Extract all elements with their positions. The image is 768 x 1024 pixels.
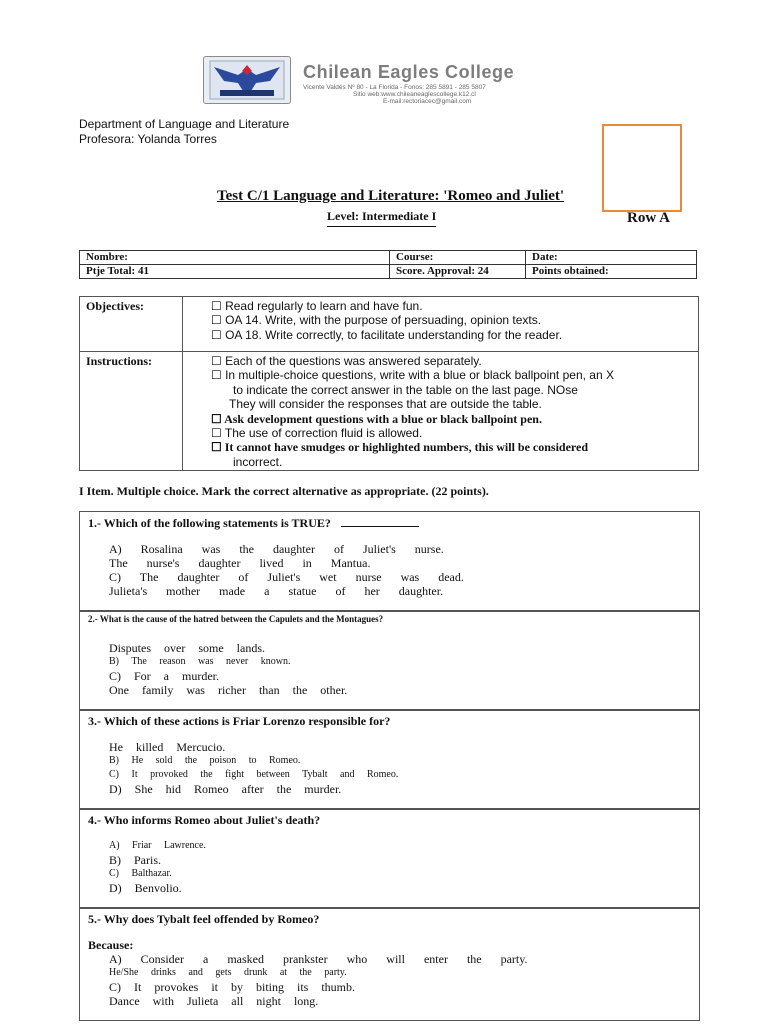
section-title: I Item. Multiple choice. Mark the correct alternative as appropriate. (22 points). — [79, 484, 489, 498]
question-text: 4.- Who informs Romeo about Juliet's death? — [88, 813, 321, 827]
instruction-item: to indicate the correct answer in the table on the last page. NOse — [233, 382, 578, 397]
question-text: 3.- Which of these actions is Friar Lorenzo responsible for? — [88, 714, 391, 728]
objective-item: ☐ Read regularly to learn and have fun. — [211, 299, 423, 313]
answer-option[interactable]: A) Friar Lawrence. — [109, 840, 206, 851]
answer-option[interactable]: C) It provokes it by biting its thumb. — [109, 980, 355, 994]
answer-option[interactable]: B) The reason was never known. — [109, 656, 291, 667]
answer-blank[interactable] — [341, 526, 419, 527]
question-text: 1.- Which of the following statements is TRUE? — [88, 516, 419, 531]
answer-option[interactable]: D) Benvolio. — [109, 881, 182, 895]
date-field[interactable]: Date: — [526, 251, 697, 265]
objectives-instructions-table — [79, 296, 699, 471]
answer-option[interactable]: A) Consider a masked prankster who will enter the party. — [109, 952, 528, 966]
department-name: Department of Language and Literature — [79, 117, 290, 131]
answer-option[interactable]: Julieta's mother made a statue of her daughter. — [109, 584, 444, 598]
question-box — [79, 709, 700, 810]
instruction-item: ☐ Each of the questions was answered separately. — [211, 354, 482, 368]
answer-option[interactable]: C) Balthazar. — [109, 868, 172, 879]
instructions-label: Instructions: — [80, 352, 183, 471]
college-name: Chilean Eagles College — [303, 62, 515, 82]
total-score-label: Ptje Total: 41 — [80, 265, 390, 279]
answer-option[interactable]: One family was richer than the other. — [109, 683, 348, 697]
question-box — [79, 907, 700, 1021]
name-field[interactable]: Nombre: — [80, 251, 390, 265]
answer-option[interactable]: C) For a murder. — [109, 669, 219, 683]
teacher-name: Profesora: Yolanda Torres — [79, 132, 217, 146]
answer-option[interactable]: B) Paris. — [109, 853, 161, 867]
question-text: 2.- What is the cause of the hatred between the Capulets and the Montagues? — [88, 614, 384, 624]
answer-option[interactable]: The nurse's daughter lived in Mantua. — [109, 556, 371, 570]
college-logo — [203, 56, 603, 106]
question-box — [79, 610, 700, 711]
row-marker-box — [602, 124, 682, 212]
college-address: Vicente Valdés Nº 80 - La Florida - Fonos: 285 5891 - 285 5807 — [303, 84, 486, 91]
answer-option[interactable]: He killed Mercucio. — [109, 740, 226, 754]
approval-score-label: Score. Approval: 24 — [390, 265, 526, 279]
points-obtained-field[interactable]: Points obtained: — [526, 265, 697, 279]
answer-option[interactable]: C) It provoked the fight between Tybalt and Romeo. — [109, 769, 399, 780]
college-email: E-mail:rectoriacec@gmail.com — [383, 98, 472, 105]
instruction-item: ☐ The use of correction fluid is allowed. — [211, 426, 423, 441]
question-box — [79, 511, 700, 612]
instruction-item: incorrect. — [233, 454, 283, 469]
answer-option[interactable]: He/She drinks and gets drunk at the party. — [109, 967, 347, 978]
question-box — [79, 808, 700, 909]
objectives-list — [183, 297, 699, 352]
college-website: Sitio web:www.chileaneaglescollege.k12.cl — [353, 91, 476, 98]
student-info-table — [79, 250, 697, 279]
answer-option[interactable]: B) He sold the poison to Romeo. — [109, 755, 301, 766]
answer-option[interactable]: D) She hid Romeo after the murder. — [109, 782, 342, 796]
answer-option[interactable]: Dance with Julieta all night long. — [109, 994, 319, 1008]
instruction-item: ☐ It cannot have smudges or highlighted numbers, this will be considered — [211, 440, 589, 455]
course-field[interactable]: Course: — [390, 251, 526, 265]
instruction-item: ☐ Ask development questions with a blue or black ballpoint pen. — [211, 411, 542, 426]
question-text: 5.- Why does Tybalt feel offended by Romeo? — [88, 912, 320, 926]
instructions-list — [183, 352, 699, 471]
page-title: Test C/1 Language and Literature: 'Romeo and Juliet' — [217, 188, 565, 204]
level-label: Level: Intermediate I — [327, 209, 436, 227]
because-label: Because: — [88, 938, 134, 952]
objectives-label: Objectives: — [80, 297, 183, 352]
answer-option[interactable]: A) Rosalina was the daughter of Juliet's nurse. — [109, 542, 444, 556]
objective-item: ☐ OA 14. Write, with the purpose of persuading, opinion texts. — [211, 313, 542, 328]
instruction-item: ☐ In multiple-choice questions, write with a blue or black ballpoint pen, an X — [211, 368, 614, 383]
eagle-crest-icon — [203, 56, 291, 104]
answer-option[interactable]: C) The daughter of Juliet's wet nurse was dead. — [109, 570, 464, 584]
answer-option[interactable]: Disputes over some lands. — [109, 641, 265, 655]
row-label: Row A — [627, 210, 670, 226]
instruction-item: They will consider the responses that are outside the table. — [229, 397, 542, 412]
objective-item: ☐ OA 18. Write correctly, to facilitate understanding for the reader. — [211, 327, 563, 342]
